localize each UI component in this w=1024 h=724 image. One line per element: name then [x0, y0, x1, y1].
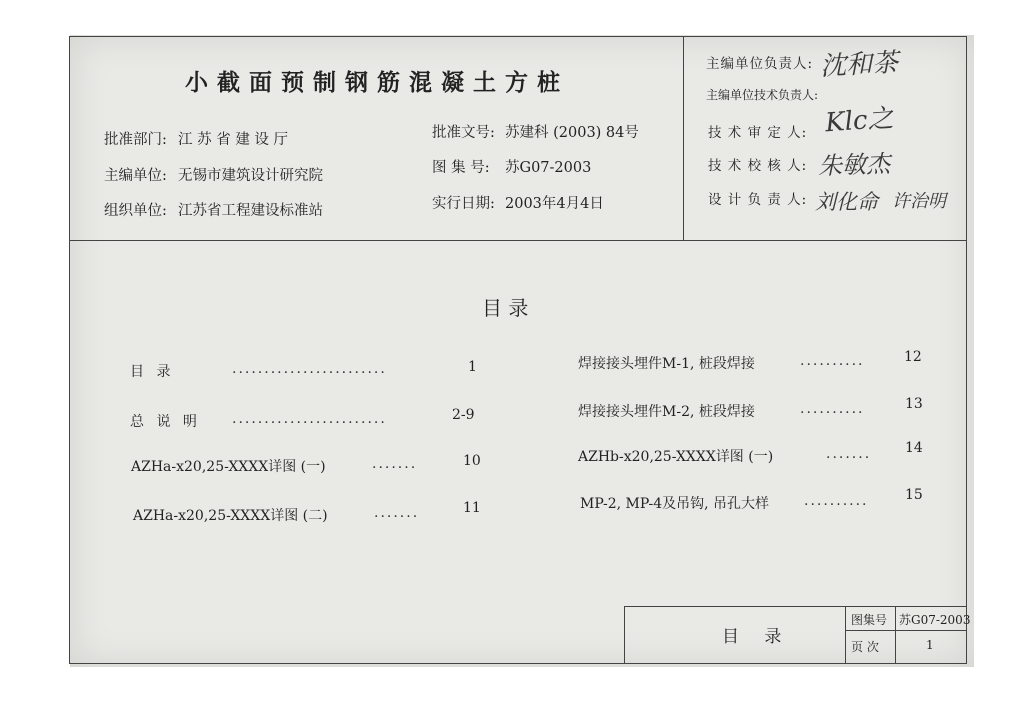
reviewer-label: 技 术 审 定 人: — [708, 125, 808, 141]
toc-item-dots: ....... — [826, 446, 872, 462]
toc-item-dots: ....... — [374, 505, 420, 521]
toc-item-dots: .......... — [804, 493, 869, 509]
title-block-top-line — [624, 606, 967, 607]
signature-reviewer: 朱敏杰 — [817, 149, 891, 181]
approval-dept: 江 苏 省 建 设 厅 — [178, 132, 289, 148]
approval-no: 苏建科 (2003) 84号 — [505, 125, 639, 141]
page-title: 小截面预制钢筋混凝土方桩 — [185, 69, 569, 96]
approval-no-label: 批准文号: — [432, 125, 495, 141]
toc-item-page: 14 — [905, 440, 923, 456]
title-block-atlas-value: 苏G07-2003 — [899, 613, 971, 627]
toc-item-dots: ........................ — [232, 361, 387, 377]
toc-item-label: MP-2, MP-4及吊钩, 吊孔大样 — [580, 496, 770, 512]
title-block-left-line — [624, 606, 625, 663]
atlas-no-label: 图 集 号: — [432, 160, 490, 176]
toc-item-dots: ........................ — [232, 411, 387, 427]
toc-item-label: 总 说 明 — [130, 414, 201, 430]
header-divider — [683, 36, 684, 241]
title-block-atlas-label: 图集号 — [851, 613, 888, 627]
checker-label: 技 术 校 核 人: — [708, 158, 808, 174]
title-block-mid-line — [845, 630, 967, 631]
toc-item-page: 15 — [905, 487, 923, 503]
impl-date: 2003年4月4日 — [505, 196, 604, 212]
tech-head-label: 主编单位技术负责人: — [706, 88, 819, 102]
chief-unit: 无锡市建筑设计研究院 — [178, 168, 323, 184]
chief-unit-label: 主编单位: — [104, 168, 167, 184]
title-block-page-value: 1 — [926, 638, 934, 652]
designer-label: 设 计 负 责 人: — [708, 192, 808, 208]
title-block-divider — [845, 606, 846, 663]
signature-designer: 刘化命 — [815, 190, 878, 214]
toc-item-page: 10 — [463, 453, 481, 469]
toc-item-label: 焊接接头埋件M-1, 桩段焊接 — [578, 356, 755, 372]
org-unit: 江苏省工程建设标准站 — [178, 203, 323, 219]
header-bottom-line — [69, 240, 967, 241]
impl-date-label: 实行日期: — [432, 196, 495, 212]
toc-item-page: 13 — [905, 396, 923, 412]
atlas-no: 苏G07-2003 — [505, 160, 592, 176]
signature-designer-2: 许治明 — [892, 191, 946, 212]
toc-item-label: AZHa-x20,25-XXXX详图 (二) — [133, 508, 328, 524]
toc-item-dots: .......... — [800, 401, 865, 417]
title-block-title: 目 录 — [722, 627, 792, 647]
signature-unit-head: 沈和茶 — [819, 47, 899, 83]
unit-head-label: 主编单位负责人: — [706, 56, 814, 72]
org-unit-label: 组织单位: — [104, 203, 167, 219]
toc-item-dots: .......... — [800, 353, 865, 369]
toc-item-page: 11 — [463, 500, 481, 516]
toc-item-label: AZHa-x20,25-XXXX详图 (一) — [131, 459, 326, 475]
toc-item-dots: ....... — [372, 456, 418, 472]
toc-item-label: 焊接接头埋件M-2, 桩段焊接 — [578, 404, 755, 420]
toc-item-label: AZHb-x20,25-XXXX详图 (一) — [578, 449, 774, 465]
approval-dept-label: 批准部门: — [104, 132, 167, 148]
toc-item-page: 1 — [468, 359, 477, 375]
title-block-page-label: 页 次 — [851, 640, 879, 654]
toc-heading: 目 录 — [482, 296, 529, 320]
title-block-divider — [895, 606, 896, 663]
toc-item-page: 12 — [904, 349, 922, 365]
signature-tech-head: Klc之 — [824, 103, 895, 139]
toc-item-page: 2-9 — [452, 407, 475, 423]
toc-item-label: 目 录 — [130, 364, 175, 380]
